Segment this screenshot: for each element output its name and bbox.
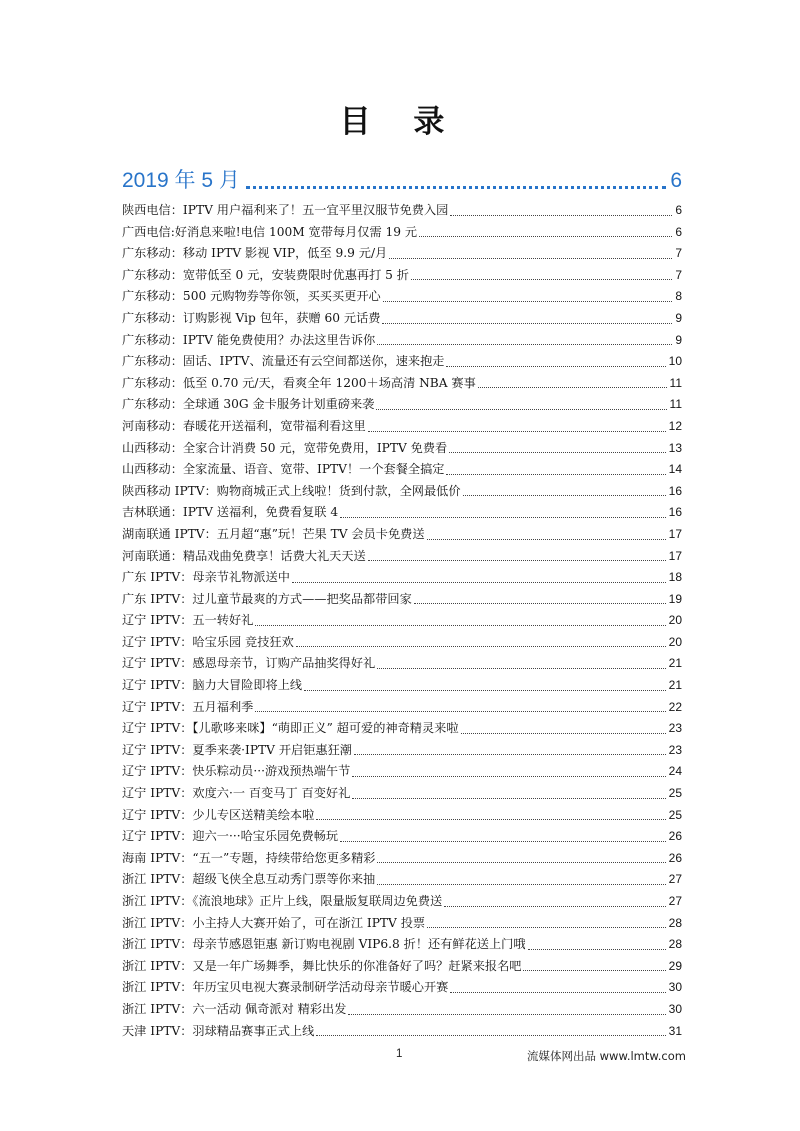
toc-entry-title: 吉林联通：IPTV 送福利，免费看复联 4 bbox=[122, 505, 339, 520]
toc-entry[interactable] bbox=[122, 977, 682, 999]
dot-leader bbox=[354, 754, 666, 755]
toc-entry-page: 13 bbox=[668, 440, 682, 455]
section-label: 2019 年 5 月 bbox=[122, 169, 240, 192]
toc-entry-page: 27 bbox=[668, 872, 682, 887]
toc-entry-page: 14 bbox=[668, 462, 682, 477]
dot-leader bbox=[427, 927, 666, 928]
toc-entry[interactable] bbox=[122, 610, 682, 632]
dot-leader bbox=[296, 646, 666, 647]
dot-leader bbox=[528, 949, 666, 950]
toc-entry-title: 浙江 IPTV：又是一年广场舞季，舞比快乐的你准备好了吗？赶紧来报名吧 bbox=[122, 958, 522, 973]
toc-entry[interactable] bbox=[122, 481, 682, 503]
toc-entry-title: 浙江 IPTV：超级飞侠全息互动秀门票等你来抽 bbox=[122, 872, 376, 887]
toc-entry-page: 21 bbox=[668, 656, 682, 671]
toc-entry-page: 19 bbox=[668, 591, 682, 606]
toc-entry[interactable] bbox=[122, 826, 682, 848]
toc-entry[interactable] bbox=[122, 459, 682, 481]
toc-entry-page: 11 bbox=[669, 397, 682, 412]
toc-entry-page: 27 bbox=[668, 894, 682, 908]
toc-entry-page: 9 bbox=[675, 332, 682, 347]
toc-entry-title: 浙江 IPTV：六一活动 佩奇派对 精彩出发 bbox=[122, 1001, 347, 1016]
toc-entry-page: 7 bbox=[675, 246, 682, 261]
dot-leader bbox=[450, 215, 672, 216]
toc-entry-title: 辽宁 IPTV：【儿歌哆来咪】“萌即正义” 超可爱的神奇精灵来啦 bbox=[122, 721, 459, 736]
toc-entry-page: 30 bbox=[668, 1001, 682, 1016]
toc-entry-title: 广西电信:好消息来啦!电信 100M 宽带每月仅需 19 元 bbox=[122, 224, 418, 239]
toc-entry-page: 12 bbox=[668, 418, 682, 433]
page-footer bbox=[0, 1048, 800, 1068]
toc-entry-page: 8 bbox=[675, 289, 682, 304]
dot-leader bbox=[419, 236, 672, 237]
toc-entry-title: 山西移动：全家流量、语音、宽带、IPTV！一个套餐全搞定 bbox=[122, 462, 445, 477]
toc-entry[interactable] bbox=[122, 394, 682, 416]
toc-entry[interactable] bbox=[122, 265, 682, 287]
toc-entry-title: 辽宁 IPTV：五一转好礼 bbox=[122, 613, 254, 628]
toc-entry[interactable] bbox=[122, 848, 682, 870]
toc-entry-page: 18 bbox=[668, 570, 682, 585]
toc-entry-page: 26 bbox=[668, 850, 682, 865]
toc-entry-title: 辽宁 IPTV：脑力大冒险即将上线 bbox=[122, 678, 303, 693]
toc-entry-page: 24 bbox=[668, 764, 682, 779]
dot-leader bbox=[427, 539, 666, 540]
toc-entry[interactable] bbox=[122, 718, 682, 740]
toc-entry[interactable] bbox=[122, 567, 682, 589]
dot-leader bbox=[368, 560, 666, 561]
toc-entry-title: 辽宁 IPTV：少儿专区送精美绘本啦 bbox=[122, 807, 315, 822]
toc-entry-title: 广东移动：移动 IPTV 影视 VIP，低至 9.9 元/月 bbox=[122, 246, 388, 261]
toc-entry-title: 浙江 IPTV：年历宝贝电视大赛录制研学活动母亲节暖心开赛 bbox=[122, 980, 449, 995]
toc-entry[interactable] bbox=[122, 869, 682, 891]
toc-entry-title: 辽宁 IPTV：欢度六·一 百变马丁 百变好礼 bbox=[122, 786, 351, 801]
dot-leader bbox=[340, 517, 666, 518]
toc-entry-title: 辽宁 IPTV：感恩母亲节，订购产品抽奖得好礼 bbox=[122, 656, 376, 671]
dot-leader bbox=[461, 733, 666, 734]
dot-leader bbox=[255, 711, 665, 712]
dot-leader bbox=[450, 992, 665, 993]
toc-entry-page: 6 bbox=[675, 203, 682, 217]
toc-entry[interactable] bbox=[122, 761, 682, 783]
toc-entry-page: 23 bbox=[668, 742, 682, 757]
dot-leader bbox=[377, 668, 665, 669]
toc-entry-title: 陕西电信：IPTV 用户福利来了！五一宜平里汉服节免费入园 bbox=[122, 203, 449, 217]
toc-entry-title: 辽宁 IPTV：迎六一···哈宝乐园免费畅玩 bbox=[122, 829, 339, 844]
toc-entry[interactable] bbox=[122, 502, 682, 524]
toc-entry-page: 7 bbox=[675, 267, 682, 282]
toc-entry-page: 26 bbox=[668, 829, 682, 844]
footer-page-number: 1 bbox=[396, 1048, 403, 1060]
toc-entry-page: 17 bbox=[668, 526, 682, 541]
toc-entry[interactable] bbox=[122, 783, 682, 805]
toc-entry[interactable] bbox=[122, 1021, 682, 1043]
toc-entry-page: 25 bbox=[668, 807, 682, 822]
toc-entry-title: 浙江 IPTV：母亲节感恩钜惠 新订购电视剧 VIP6.8 折！还有鲜花送上门哦 bbox=[122, 937, 526, 952]
toc-entry-title: 辽宁 IPTV：快乐粽动员···游戏预热端午节 bbox=[122, 764, 351, 779]
toc-entry-title: 湖南联通 IPTV：五月超“惠”玩！芒果 TV 会员卡免费送 bbox=[122, 526, 425, 541]
toc-entry-title: 辽宁 IPTV：夏季来袭·IPTV 开启钜惠狂潮 bbox=[122, 742, 352, 757]
toc-entry-title: 浙江 IPTV：小主持人大赛开始了，可在浙江 IPTV 投票 bbox=[122, 915, 426, 930]
dot-leader bbox=[376, 409, 666, 410]
dot-leader bbox=[389, 258, 672, 259]
dot-leader bbox=[368, 431, 666, 432]
toc-entry[interactable] bbox=[122, 351, 682, 373]
toc-entry[interactable] bbox=[122, 805, 682, 827]
toc-entry-title: 广东移动：全球通 30G 金卡服务计划重磅来袭 bbox=[122, 397, 375, 412]
toc-entry-page: 25 bbox=[668, 786, 682, 801]
toc-entry-page: 20 bbox=[668, 634, 682, 649]
footer-source: 流媒体网出品 www.lmtw.com bbox=[527, 1049, 686, 1063]
toc-entry-title: 辽宁 IPTV：哈宝乐园 竞技狂欢 bbox=[122, 634, 294, 649]
toc-entry-page: 21 bbox=[668, 678, 682, 693]
toc-entry[interactable] bbox=[122, 438, 682, 460]
toc-entry-page: 22 bbox=[668, 699, 682, 714]
dot-leader bbox=[382, 323, 672, 324]
dot-leader bbox=[523, 970, 665, 971]
toc-entry[interactable] bbox=[122, 891, 682, 913]
toc-entry-page: 10 bbox=[668, 354, 682, 369]
dot-leader bbox=[348, 1014, 665, 1015]
toc-entry-page: 30 bbox=[668, 980, 682, 995]
toc-entry-page: 31 bbox=[668, 1023, 682, 1038]
dot-leader bbox=[463, 495, 666, 496]
toc-entry[interactable] bbox=[122, 286, 682, 308]
toc-entry[interactable] bbox=[122, 653, 682, 675]
dot-leader bbox=[255, 625, 665, 626]
toc-entry-title: 浙江 IPTV：《流浪地球》正片上线，限量版复联周边免费送 bbox=[122, 894, 443, 908]
toc-entry[interactable] bbox=[122, 589, 682, 611]
toc-entry-title: 广东移动：宽带低至 0 元，安装费限时优惠再打 5 折 bbox=[122, 267, 409, 282]
toc-entry[interactable] bbox=[122, 632, 682, 654]
toc-entry[interactable] bbox=[122, 934, 682, 956]
toc-entry[interactable] bbox=[122, 330, 682, 352]
toc-entry-page: 6 bbox=[675, 224, 682, 239]
toc-entry-page: 9 bbox=[675, 310, 682, 325]
toc-entry[interactable] bbox=[122, 416, 682, 438]
toc-list bbox=[122, 200, 682, 1042]
dot-leader bbox=[383, 301, 673, 302]
dot-leader bbox=[446, 474, 665, 475]
toc-entry[interactable] bbox=[122, 675, 682, 697]
toc-entry-title: 广东移动：固话、IPTV、流量还有云空间都送你，速来抱走 bbox=[122, 354, 445, 369]
dot-leader bbox=[449, 452, 665, 453]
dot-leader bbox=[446, 366, 665, 367]
toc-entry[interactable] bbox=[122, 524, 682, 546]
toc-entry-page: 17 bbox=[668, 548, 682, 563]
toc-entry[interactable] bbox=[122, 913, 682, 935]
toc-entry-title: 河南移动：春暖花开送福利，宽带福利看这里 bbox=[122, 418, 366, 433]
toc-entry[interactable] bbox=[122, 243, 682, 265]
toc-entry[interactable] bbox=[122, 999, 682, 1021]
dot-leader bbox=[411, 279, 672, 280]
dot-leader bbox=[377, 344, 672, 345]
dot-leader bbox=[316, 819, 665, 820]
dot-leader bbox=[304, 690, 666, 691]
toc-entry-title: 陕西移动 IPTV：购物商城正式上线啦！货到付款，全网最低价 bbox=[122, 483, 461, 498]
toc-entry[interactable] bbox=[122, 740, 682, 762]
toc-entry[interactable] bbox=[122, 308, 682, 330]
dot-leader bbox=[478, 387, 667, 388]
page-title: 目 录 bbox=[339, 104, 461, 140]
toc-entry-title: 辽宁 IPTV：五月福利季 bbox=[122, 699, 254, 714]
toc-entry-title: 广东移动：500 元购物券等你领，买买买更开心 bbox=[122, 289, 381, 304]
toc-entry-page: 16 bbox=[668, 505, 682, 520]
toc-entry-page: 28 bbox=[668, 937, 682, 952]
toc-section-heading[interactable] bbox=[122, 166, 682, 196]
dot-leader bbox=[246, 186, 666, 189]
dot-leader bbox=[414, 603, 666, 604]
toc-entry-page: 11 bbox=[669, 375, 682, 390]
dot-leader bbox=[316, 1035, 665, 1036]
dot-leader bbox=[377, 884, 665, 885]
toc-entry[interactable] bbox=[122, 222, 682, 244]
toc-entry[interactable] bbox=[122, 956, 682, 978]
toc-entry[interactable] bbox=[122, 546, 682, 568]
toc-entry-page: 29 bbox=[668, 958, 682, 973]
toc-entry-title: 广东移动：订购影视 Vip 包年，获赠 60 元话费 bbox=[122, 310, 381, 325]
dot-leader bbox=[352, 798, 665, 799]
dot-leader bbox=[292, 582, 666, 583]
dot-leader bbox=[352, 776, 665, 777]
toc-entry-title: 广东 IPTV：过儿童节最爽的方式——把奖品都带回家 bbox=[122, 591, 412, 606]
toc-entry-page: 23 bbox=[668, 721, 682, 736]
dot-leader bbox=[377, 862, 665, 863]
toc-entry[interactable] bbox=[122, 373, 682, 395]
toc-entry-title: 广东 IPTV：母亲节礼物派送中 bbox=[122, 570, 290, 585]
section-page-number: 6 bbox=[670, 169, 682, 192]
toc-entry-title: 山西移动：全家合计消费 50 元，宽带免费用，IPTV 免费看 bbox=[122, 440, 448, 455]
toc-entry-page: 16 bbox=[668, 483, 682, 498]
toc-entry-title: 广东移动：低至 0.70 元/天，看爽全年 1200＋场高清 NBA 赛事 bbox=[122, 375, 476, 390]
toc-entry[interactable] bbox=[122, 697, 682, 719]
toc-entry-title: 天津 IPTV：羽球精品赛事正式上线 bbox=[122, 1023, 315, 1038]
toc-entry[interactable] bbox=[122, 200, 682, 222]
toc-entry-title: 广东移动：IPTV 能免费使用？办法这里告诉你 bbox=[122, 332, 376, 347]
toc-entry-title: 海南 IPTV：“五一”专题，持续带给您更多精彩 bbox=[122, 850, 376, 865]
toc-entry-title: 河南联通：精品戏曲免费享！话费大礼天天送 bbox=[122, 548, 366, 563]
dot-leader bbox=[444, 906, 665, 907]
dot-leader bbox=[340, 841, 666, 842]
toc-entry-page: 28 bbox=[668, 915, 682, 930]
toc-entry-page: 20 bbox=[668, 613, 682, 628]
